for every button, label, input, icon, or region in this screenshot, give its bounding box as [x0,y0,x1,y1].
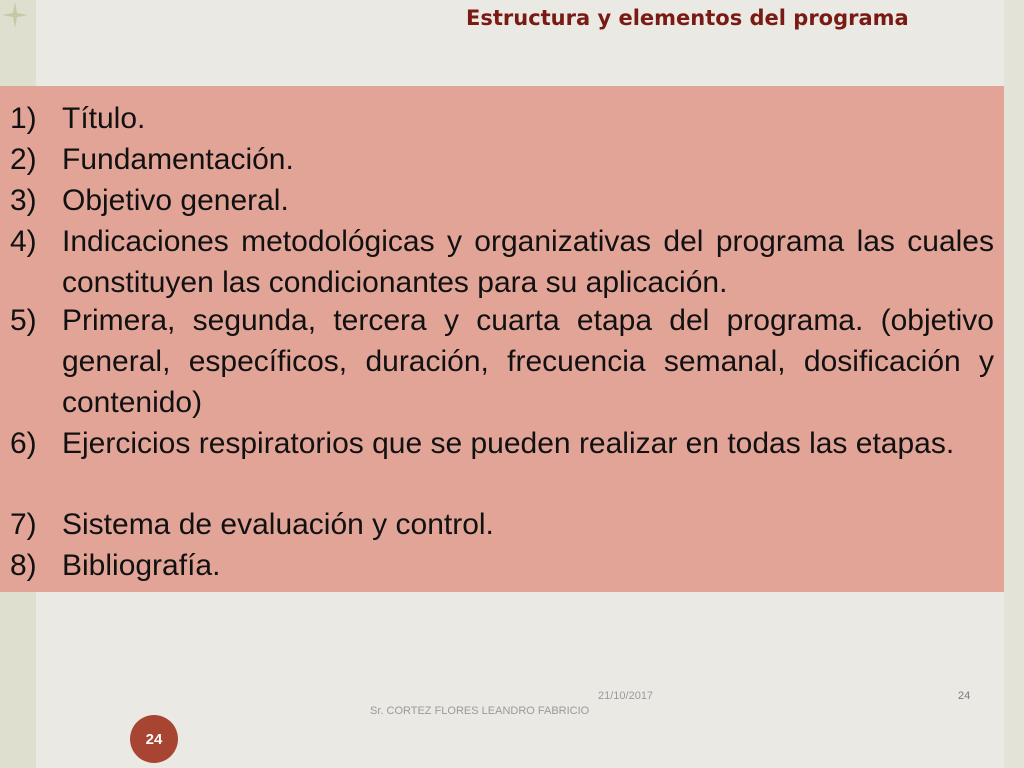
list-item [10,180,994,221]
list-item-text: Objetivo general. [62,184,289,217]
list-item-text: Primera, segunda, tercera y cuarta etapa del programa. (objetivo general, específicos, duración, frecuencia semanal, dosificación y contenido) [62,304,994,419]
list-item [10,221,994,303]
list-item-text: Sistema de evaluación y control. [62,508,494,541]
footer-date: 21/10/2017 [598,690,654,702]
list-item-number: 4) [10,225,37,258]
list-item [10,300,994,423]
list-item-text: Fundamentación. [62,143,294,176]
list-item-number: 6) [10,427,37,460]
list-item [10,139,994,180]
list-item-number: 5) [10,304,37,337]
list-item [10,98,994,139]
footer-page-number: 24 [958,690,971,702]
footer-author: Sr. CORTEZ FLORES LEANDRO FABRICIO [370,705,590,717]
list-item [10,423,994,464]
star-icon [0,0,30,30]
list-item-text: Indicaciones metodológicas y organizativas del programa las cuales constituyen las condicionantes para su aplicación. [62,225,994,299]
slide-title: Estructura y elementos del programa [466,6,909,30]
slide-number-badge: 24 [130,715,178,763]
list-item-number: 7) [10,508,37,541]
list-item [10,545,994,586]
list-item-text: Ejercicios respiratorios que se pueden realizar en todas las etapas. [62,427,955,460]
right-margin-band [1004,0,1024,768]
list-item-number: 2) [10,143,37,176]
list-item-number: 1) [10,102,37,135]
list-item-text: Título. [62,102,146,135]
list-item-number: 3) [10,184,37,217]
list-item-number: 8) [10,549,37,582]
list-item [10,504,994,545]
list-item-text: Bibliografía. [62,549,221,582]
content-box [0,86,1004,592]
